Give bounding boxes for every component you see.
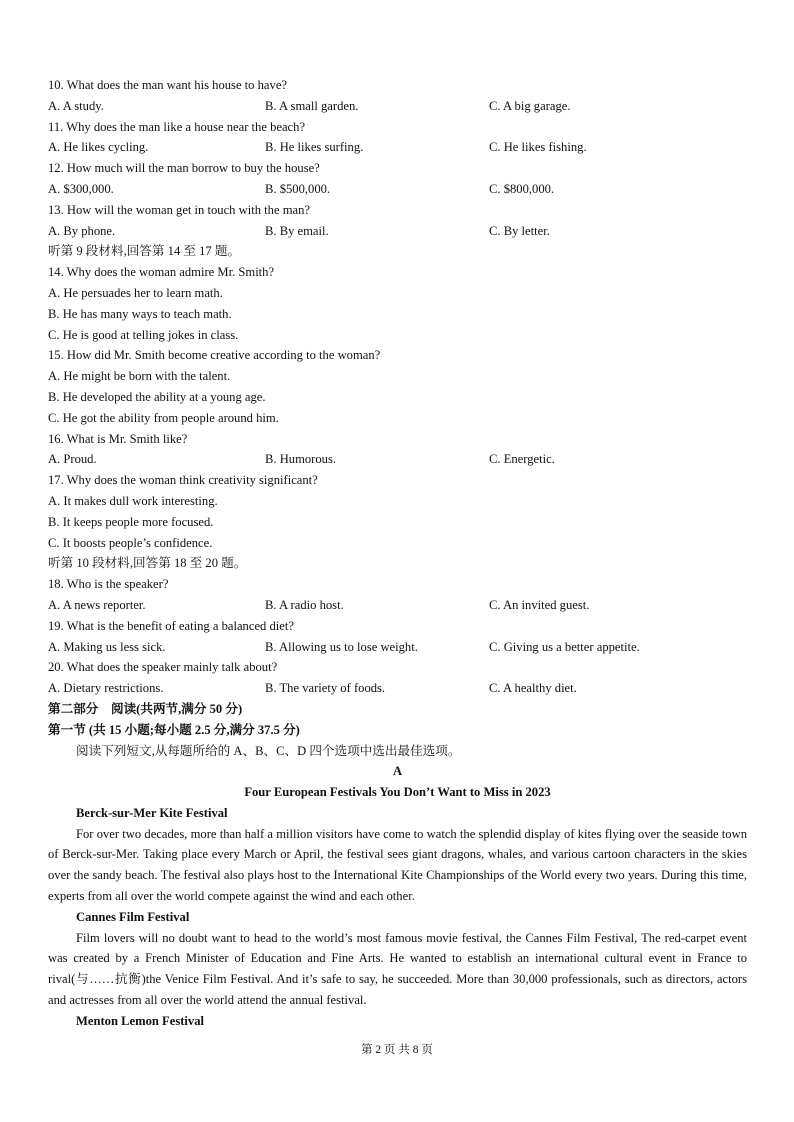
listening-instruction-9: 听第 9 段材料,回答第 14 至 17 题。 xyxy=(48,244,241,259)
question-20: 20. What does the speaker mainly talk about? xyxy=(48,660,278,675)
question-11: 11. Why does the man like a house near the beach? xyxy=(48,119,306,134)
option-b: B. By email. xyxy=(265,223,329,238)
option-b: B. A radio host. xyxy=(265,597,344,612)
options-12 xyxy=(48,179,747,200)
option-c: C. He likes fishing. xyxy=(489,140,587,155)
festival-heading-menton: Menton Lemon Festival xyxy=(76,1013,205,1028)
option-b: B. He likes surfing. xyxy=(265,140,364,155)
question-15: 15. How did Mr. Smith become creative according to the woman? xyxy=(48,348,381,363)
options-16 xyxy=(48,449,747,470)
option-a: A. A study. xyxy=(48,98,104,113)
section1-heading: 第一节 (共 15 小题;每小题 2.5 分,满分 37.5 分) xyxy=(48,722,300,737)
festival-heading-cannes: Cannes Film Festival xyxy=(76,909,190,924)
option-a: A. Making us less sick. xyxy=(48,639,166,654)
option-b: B. Humorous. xyxy=(265,452,337,467)
option-17-b: B. It keeps people more focused. xyxy=(48,514,214,529)
festival-heading-kite: Berck-sur-Mer Kite Festival xyxy=(76,805,228,820)
passage-title: Four European Festivals You Don’t Want to Miss in 2023 xyxy=(244,785,551,800)
option-17-a: A. It makes dull work interesting. xyxy=(48,493,218,508)
option-17-c: C. It boosts people’s confidence. xyxy=(48,535,213,550)
option-15-b: B. He developed the ability at a young age. xyxy=(48,389,266,404)
paragraph-text: Film lovers will no doubt want to head to the world’s most famous movie festival, the Cannes Film Festival, The red-carpet event was created by a French Minister of Education and Fine Arts. He wanted to establish an international cultural event in France to rival(与……抗衡)the Venice Film Festival. And it’s safe to say, he succeeded. More than 30,000 professionals, such as directors, actors and actresses from all over the world attend the annual festival. xyxy=(48,930,747,1008)
page-content xyxy=(48,75,747,1032)
question-13: 13. How will the woman get in touch with the man? xyxy=(48,202,310,217)
option-a: A. A news reporter. xyxy=(48,597,146,612)
option-15-c: C. He got the ability from people around him. xyxy=(48,410,279,425)
options-13 xyxy=(48,221,747,242)
question-17: 17. Why does the woman think creativity significant? xyxy=(48,473,318,488)
question-16: 16. What is Mr. Smith like? xyxy=(48,431,188,446)
option-a: A. $300,000. xyxy=(48,181,114,196)
option-a: A. He likes cycling. xyxy=(48,140,149,155)
option-c: C. A healthy diet. xyxy=(489,681,577,696)
question-12: 12. How much will the man borrow to buy the house? xyxy=(48,161,320,176)
option-b: B. The variety of foods. xyxy=(265,681,386,696)
option-a: A. Proud. xyxy=(48,452,97,467)
paragraph-text: For over two decades, more than half a million visitors have come to watch the splendid display of kites flying over the seaside town of Berck-sur-Mer. Taking place every March or April, the festival sees giant dragons, whales, and various cartoon characters in the skies over the sandy beach. The festival also plays host to the International Kite Championships of the World every two years. During this time, experts from all over the world compete against the wind and each other. xyxy=(48,826,747,904)
festival-paragraph-kite xyxy=(48,824,747,907)
option-a: A. By phone. xyxy=(48,223,116,238)
option-c: C. Giving us a better appetite. xyxy=(489,639,640,654)
question-18: 18. Who is the speaker? xyxy=(48,577,169,592)
page-footer: 第 2 页 共 8 页 xyxy=(361,1044,433,1056)
festival-paragraph-cannes xyxy=(48,928,747,1011)
option-14-a: A. He persuades her to learn math. xyxy=(48,285,223,300)
option-c: C. An invited guest. xyxy=(489,597,590,612)
option-b: B. $500,000. xyxy=(265,181,331,196)
option-a: A. Dietary restrictions. xyxy=(48,681,164,696)
options-20 xyxy=(48,678,747,699)
listening-instruction-10: 听第 10 段材料,回答第 18 至 20 题。 xyxy=(48,556,247,571)
question-14: 14. Why does the woman admire Mr. Smith? xyxy=(48,265,275,280)
passage-letter: A xyxy=(392,764,403,779)
option-c: C. By letter. xyxy=(489,223,550,238)
reading-instruction: 阅读下列短文,从每题所给的 A、B、C、D 四个选项中选出最佳选项。 xyxy=(76,743,461,758)
option-c: C. $800,000. xyxy=(489,181,555,196)
option-b: B. Allowing us to lose weight. xyxy=(265,639,418,654)
question-19: 19. What is the benefit of eating a balanced diet? xyxy=(48,618,294,633)
question-10: 10. What does the man want his house to have? xyxy=(48,78,287,92)
option-c: C. Energetic. xyxy=(489,452,555,467)
option-c: C. A big garage. xyxy=(489,98,571,113)
option-15-a: A. He might be born with the talent. xyxy=(48,369,231,384)
part2-heading: 第二部分 阅读(共两节,满分 50 分) xyxy=(48,701,243,716)
options-11 xyxy=(48,137,747,158)
option-14-b: B. He has many ways to teach math. xyxy=(48,306,232,321)
options-19 xyxy=(48,637,747,658)
option-b: B. A small garden. xyxy=(265,98,359,113)
options-18 xyxy=(48,595,747,616)
options-10 xyxy=(48,96,747,117)
option-14-c: C. He is good at telling jokes in class. xyxy=(48,327,239,342)
